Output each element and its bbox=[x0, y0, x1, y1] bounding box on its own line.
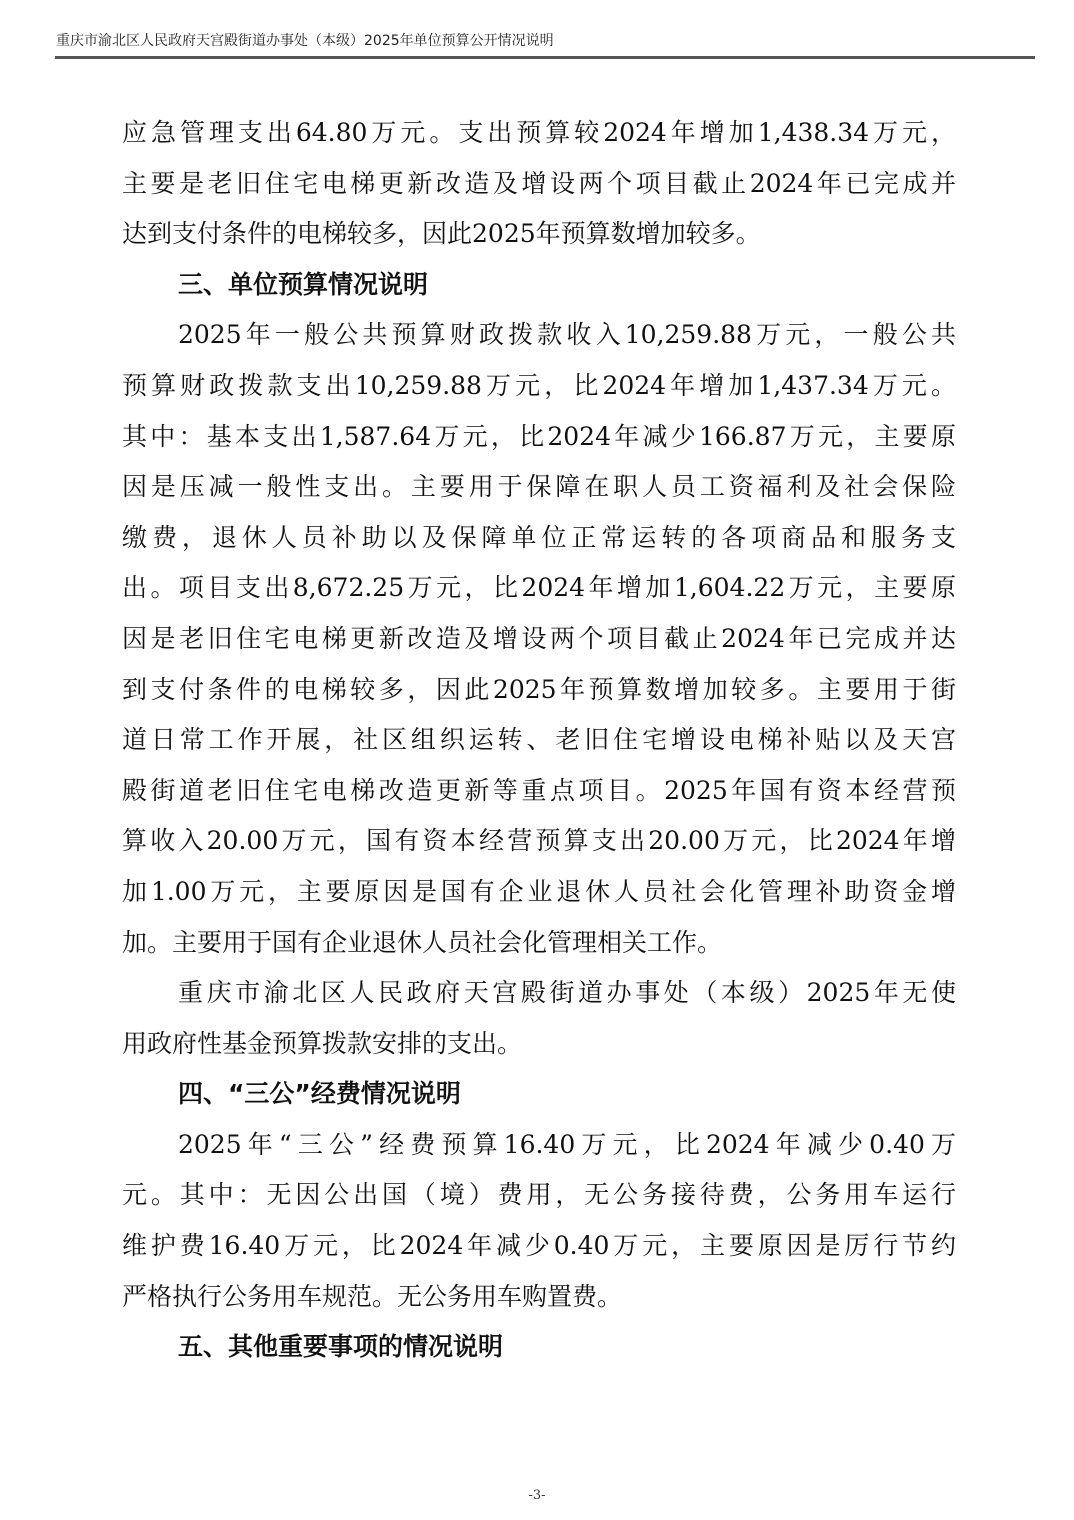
text-line: 预算财政拨款支出10,259.88万元，比2024年增加1,437.34万元。 bbox=[122, 370, 956, 400]
text-line: 殿街道老旧住宅电梯改造更新等重点项目。2025年国有资本经营预 bbox=[122, 775, 956, 805]
heading-text: 四、“三公”经费情况说明 bbox=[178, 1079, 461, 1109]
page-number: -3- bbox=[528, 1488, 546, 1503]
paragraph bbox=[122, 310, 956, 968]
section-heading bbox=[122, 1322, 956, 1373]
heading-text: 三、单位预算情况说明 bbox=[178, 269, 429, 299]
paragraph bbox=[122, 108, 956, 260]
text-line: 出。项目支出8,672.25万元，比2024年增加1,604.22万元，主要原 bbox=[122, 573, 956, 603]
text-line: 严格执行公务用车规范。无公务用车购置费。 bbox=[122, 1281, 623, 1311]
text-line: 加1.00万元，主要原因是国有企业退休人员社会化管理补助资金增 bbox=[122, 876, 956, 906]
text-line: 2025年一般公共预算财政拨款收入10,259.88万元，一般公共 bbox=[178, 320, 956, 350]
text-line: 应急管理支出64.80万元。支出预算较2024年增加1,438.34万元， bbox=[122, 118, 956, 147]
header-rule bbox=[55, 56, 1035, 59]
text-line: 因是压减一般性支出。主要用于保障在职人员工资福利及社会保险 bbox=[122, 472, 956, 502]
section-heading bbox=[122, 1069, 956, 1120]
text-line: 到支付条件的电梯较多，因此2025年预算数增加较多。主要用于街 bbox=[122, 674, 956, 704]
document-body bbox=[122, 108, 956, 1373]
text-line: 维护费16.40万元，比2024年减少0.40万元，主要原因是厉行节约 bbox=[122, 1231, 956, 1261]
text-line: 道日常工作开展，社区组织运转、老旧住宅增设电梯补贴以及天宫 bbox=[122, 725, 956, 755]
text-line: 算收入20.00万元，国有资本经营预算支出20.00万元，比2024年增 bbox=[122, 826, 956, 856]
text-line: 用政府性基金预算拨款安排的支出。 bbox=[122, 1028, 523, 1058]
paragraph bbox=[122, 968, 956, 1069]
text-line: 因是老旧住宅电梯更新改造及增设两个项目截止2024年已完成并达 bbox=[122, 623, 956, 653]
running-header: 重庆市渝北区人民政府天宫殿街道办事处（本级）2025年单位预算公开情况说明 bbox=[56, 33, 554, 49]
section-heading bbox=[122, 260, 956, 311]
text-line: 2025年“三公”经费预算16.40万元，比2024年减少0.40万 bbox=[178, 1129, 956, 1159]
paragraph bbox=[122, 1120, 956, 1322]
text-line: 元。其中：无因公出国（境）费用，无公务接待费，公务用车运行 bbox=[122, 1180, 956, 1210]
text-line: 其中：基本支出1,587.64万元，比2024年减少166.87万元，主要原 bbox=[122, 421, 956, 451]
heading-text: 五、其他重要事项的情况说明 bbox=[178, 1332, 504, 1362]
text-line: 重庆市渝北区人民政府天宫殿街道办事处（本级）2025年无使 bbox=[178, 978, 956, 1008]
text-line: 加。主要用于国有企业退休人员社会化管理相关工作。 bbox=[122, 927, 723, 957]
text-line: 主要是老旧住宅电梯更新改造及增设两个项目截止2024年已完成并 bbox=[122, 168, 956, 198]
text-line: 缴费，退休人员补助以及保障单位正常运转的各项商品和服务支 bbox=[122, 522, 956, 552]
text-line: 达到支付条件的电梯较多，因此2025年预算数增加较多。 bbox=[122, 219, 761, 249]
